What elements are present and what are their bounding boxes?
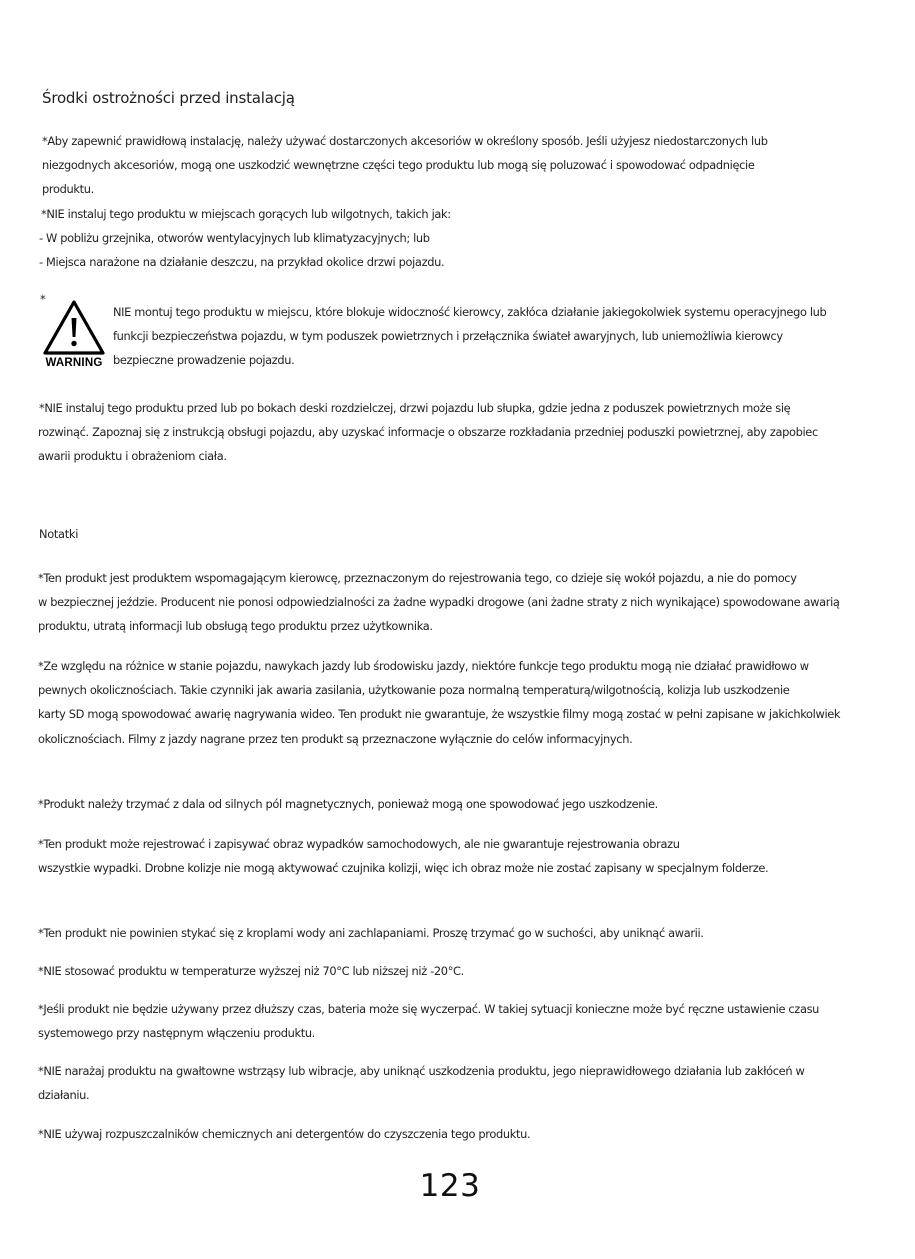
text-line: *Ten produkt może rejestrować i zapisywać obraz wypadków samochodowych, ale nie gwarantuje rejestrowania obrazu: [38, 837, 680, 851]
note-item-2: [38, 654, 840, 751]
text-line: - Miejsca narażone na działanie deszczu, na przykład okolice drzwi pojazdu.: [39, 255, 445, 270]
text-line: NIE montuj tego produktu w miejscu, które blokuje widoczność kierowcy, zakłóca działanie jakiegokolwiek systemu operacyjnego lub: [113, 305, 827, 319]
text-line: wszystkie wypadki. Drobne kolizje nie mogą aktywować czujnika kolizji, więc ich obraz może nie zostać zapisany w specjalnym folderze.: [38, 861, 769, 876]
installation-block-1: [39, 129, 768, 274]
text-line: pewnych okolicznościach. Takie czynniki jak awaria zasilania, użytkowanie poza normalną temperaturą/wilgotnością, kolizja lub uszkodzenie: [38, 683, 790, 698]
text-line: - W pobliżu grzejnika, otworów wentylacyjnych lub klimatyzacyjnych; lub: [39, 230, 430, 245]
text-line: niezgodnych akcesoriów, mogą one uszkodzić wewnętrzne części tego produktu lub mogą się poluzować i spowodować odpadnięcie: [42, 158, 755, 173]
installation-block-2: [38, 396, 818, 469]
warning-text: [113, 300, 826, 373]
text-line: produktu.: [42, 182, 94, 197]
note-item-3: [38, 792, 658, 816]
warning-label: WARNING: [45, 357, 103, 369]
note-item-1: [38, 566, 840, 639]
text-line: *NIE używaj rozpuszczalników chemicznych ani detergentów do czyszczenia tego produktu.: [38, 1127, 531, 1141]
text-line: *Produkt należy trzymać z dala od silnych pól magnetycznych, ponieważ mogą one spowodować jego uszkodzenie.: [38, 797, 658, 811]
text-line: *Aby zapewnić prawidłową instalację, należy używać dostarczonych akcesoriów w określony sposób. Jeśli użyjesz niedostarczonych lub: [42, 134, 768, 148]
text-line: *Ze względu na różnice w stanie pojazdu, nawykach jazdy lub środowisku jazdy, niektóre funkcje tego produktu mogą nie działać prawidłowo w: [38, 659, 809, 673]
text-line: *Ten produkt nie powinien stykać się z kroplami wody ani zachlapaniami. Proszę trzymać go w suchości, aby uniknąć awarii.: [38, 926, 704, 940]
text-line: okolicznościach. Filmy z jazdy nagrane przez ten produkt są przeznaczone wyłącznie do celów informacyjnych.: [38, 731, 633, 746]
text-line: awarii produktu i obrażeniom ciała.: [38, 449, 227, 464]
text-line: *NIE instaluj tego produktu w miejscach gorących lub wilgotnych, takich jak:: [41, 206, 451, 221]
warning-triangle-icon: [42, 298, 106, 374]
warning-asterisk: *: [40, 292, 46, 306]
note-item-7: [38, 997, 819, 1045]
page-number: 123: [419, 1168, 481, 1204]
text-line: rozwinąć. Zapoznaj się z instrukcją obsługi pojazdu, aby uzyskać informacje o obszarze rozkładania przedniej poduszki powietrznej, aby zapobiec: [38, 425, 818, 440]
page-title: Środki ostrożności przed instalacją: [42, 89, 295, 107]
text-line: bezpieczne prowadzenie pojazdu.: [113, 353, 295, 368]
note-item-6: [38, 959, 464, 983]
text-line: produktu, utratą informacji lub obsługą tego produktu przez użytkownika.: [38, 619, 433, 634]
text-line: karty SD mogą spowodować awarię nagrywania wideo. Ten produkt nie gwarantuje, że wszystkie filmy mogą zostać w pełni zapisane w jakichkolwiek: [38, 707, 841, 722]
text-line: działaniu.: [38, 1088, 90, 1103]
text-line: *Jeśli produkt nie będzie używany przez dłuższy czas, bateria może się wyczerpać. W takiej sytuacji konieczne może być ręczne ustawienie czasu: [38, 1002, 820, 1016]
notes-heading: Notatki: [39, 527, 79, 541]
text-line: *NIE narażaj produktu na gwałtowne wstrząsy lub wibracje, aby uniknąć uszkodzenia produktu, jego nieprawidłowego działania lub zakłóceń w: [38, 1064, 805, 1078]
text-line: systemowego przy następnym włączeniu produktu.: [38, 1026, 315, 1041]
text-line: funkcji bezpieczeństwa pojazdu, w tym poduszek powietrznych i przełącznika świateł awaryjnych, lub uniemożliwia kierowcy: [113, 329, 783, 344]
text-line: w bezpiecznej jeździe. Producent nie ponosi odpowiedzialności za żadne wypadki drogowe (ani żadne straty z nich wynikające) spowodowane awarią: [38, 595, 840, 610]
text-line: *NIE instaluj tego produktu przed lub po bokach deski rozdzielczej, drzwi pojazdu lub słupka, gdzie jedna z poduszek powietrznych może się: [39, 401, 791, 415]
note-item-9: [38, 1122, 530, 1146]
text-line: *Ten produkt jest produktem wspomagającym kierowcę, przeznaczonym do rejestrowania tego, co dzieje się wokół pojazdu, a nie do pomocy: [38, 571, 797, 585]
text-line: *NIE stosować produktu w temperaturze wyższej niż 70°C lub niższej niż -20°C.: [38, 964, 464, 978]
note-item-5: [38, 921, 704, 945]
note-item-8: [38, 1059, 804, 1107]
note-item-4: [38, 832, 768, 880]
